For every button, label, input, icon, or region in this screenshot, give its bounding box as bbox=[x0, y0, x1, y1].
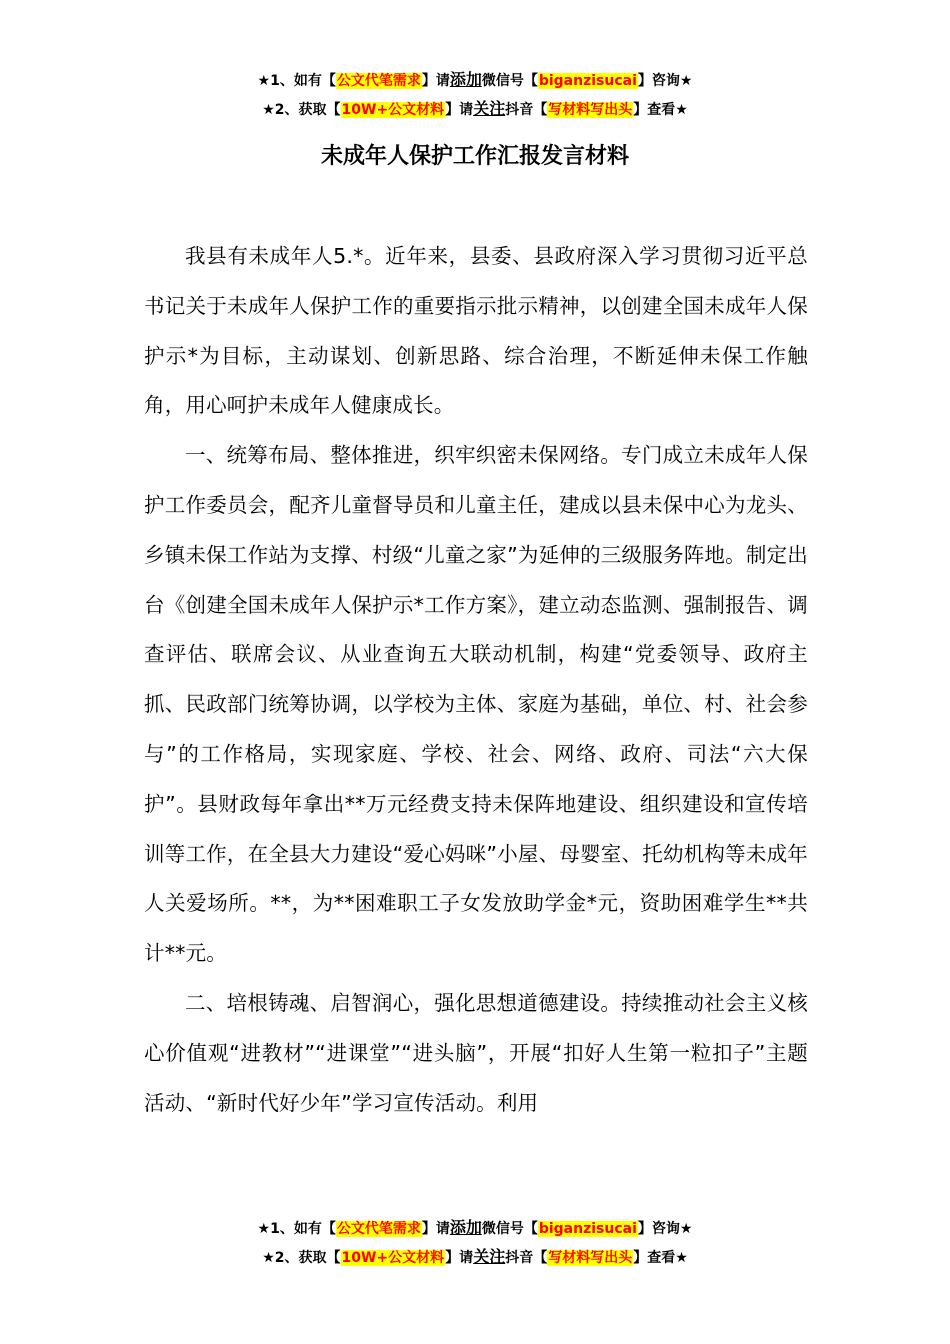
footer-banner bbox=[0, 1214, 950, 1272]
highlight-service: 公文代笔需求 bbox=[336, 73, 421, 89]
highlight-materials: 10W+公文材料 bbox=[341, 1250, 445, 1266]
paragraph-section-1: 一、统筹布局、整体推进，织牢织密未保网络。专门成立未成年人保护工作委员会，配齐儿童督导员和儿童主任，建成以县未保中心为龙头、乡镇未保工作站为支撑、村级“儿童之家”为延伸的三级服务阵地。制定出台《创建全国未成年人保护示*工作方案》，建立动态监测、强制报告、调查评估、联席会议、从业查询五大联动机制，构建“党委领导、政府主抓、民政部门统筹协调，以学校为主体、家庭为基础，单位、村、社会参与”的工作格局，实现家庭、学校、社会、网络、政府、司法“六大保护”。县财政每年拿出**万元经费支持未保阵地建设、组织建设和宣传培训等工作，在全县大力建设“爱心妈咪”小屋、母婴室、托幼机构等未成年人关爱场所。**，为**困难职工子女发放助学金*元，资助困难学生**共计**元。 bbox=[144, 443, 808, 966]
paragraph-section-2: 二、培根铸魂、启智润心，强化思想道德建设。持续推动社会主义核心价值观“进教材”“进课堂”“进头脑”，开展“扣好人生第一粒扣子”主题活动、“新时代好少年”学习宣传活动。利用 bbox=[144, 990, 808, 1115]
highlight-service: 公文代笔需求 bbox=[336, 1221, 421, 1237]
document-body bbox=[144, 232, 808, 1128]
banner-line-2: ★2、获取【10W+公文材料】请关注抖音【写材料写出头】查看★ bbox=[262, 1247, 688, 1266]
banner-line-2: ★2、获取【10W+公文材料】请关注抖音【写材料写出头】查看★ bbox=[262, 99, 688, 118]
header-banner bbox=[0, 66, 950, 124]
highlight-wechat-id: biganzisucai bbox=[538, 1221, 637, 1237]
banner-line-1: ★1、如有【公文代笔需求】请添加微信号【biganzisucai】咨询★ bbox=[257, 1218, 693, 1237]
highlight-douyin: 写材料写出头 bbox=[548, 102, 633, 118]
document-title: 未成年人保护工作汇报发言材料 bbox=[320, 144, 629, 169]
highlight-materials: 10W+公文材料 bbox=[341, 102, 445, 118]
banner-line-1: ★1、如有【公文代笔需求】请添加微信号【biganzisucai】咨询★ bbox=[257, 70, 693, 89]
highlight-wechat-id: biganzisucai bbox=[538, 73, 637, 89]
paragraph-intro: 我县有未成年人5.*。近年来，县委、县政府深入学习贯彻习近平总书记关于未成年人保护工作的重要指示批示精神，以创建全国未成年人保护示*为目标，主动谋划、创新思路、综合治理，不断延伸未保工作触角，用心呵护未成年人健康成长。 bbox=[144, 244, 808, 418]
highlight-douyin: 写材料写出头 bbox=[548, 1250, 633, 1266]
